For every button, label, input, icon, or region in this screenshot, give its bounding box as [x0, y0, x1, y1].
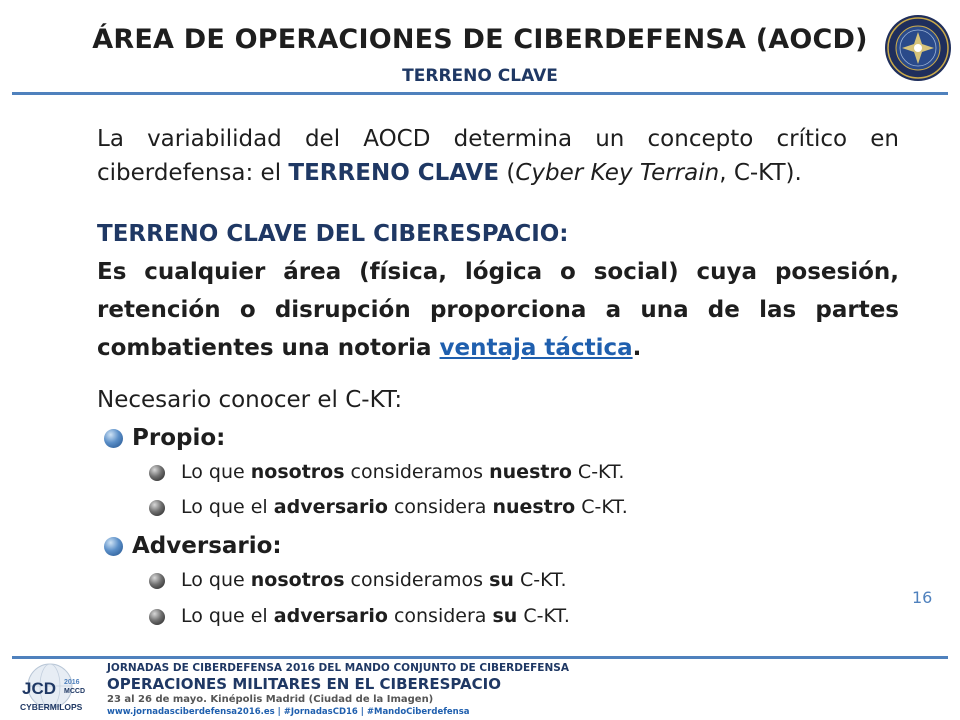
- item-emphasis: nuestro: [492, 496, 576, 518]
- item-text: C-KT.: [517, 605, 570, 627]
- intro-text-2: (: [499, 160, 516, 186]
- gray-bullet-icon: [149, 573, 165, 589]
- logo-mccd-text: MCCD: [64, 688, 85, 695]
- slide-title: ÁREA DE OPERACIONES DE CIBERDEFENSA (AOCD): [92, 24, 868, 55]
- item-text: C-KT.: [571, 461, 625, 483]
- logo-jcd-text: JCD: [22, 679, 57, 698]
- item-text: Lo que el: [181, 605, 274, 627]
- footer-event-dates: 23 al 26 de mayo. Kinépolis Madrid (Ciudad de la Imagen): [107, 694, 434, 705]
- group-label: Propio:: [132, 425, 226, 451]
- item-text: C-KT.: [513, 569, 567, 591]
- item-emphasis: nosotros: [250, 461, 345, 483]
- item-text: considera: [387, 605, 493, 627]
- item-text: Lo que: [181, 569, 251, 591]
- item-emphasis: adversario: [273, 605, 388, 627]
- gray-bullet-icon: [149, 609, 165, 625]
- blue-bullet-icon: [104, 537, 123, 556]
- definition-text: Es cualquier área (física, lógica o social) cuya posesión, retención o disrupción proporciona a una de las partes combatientes una notoria: [97, 259, 899, 361]
- logo-cybermilops-text: CYBERMILOPS: [20, 702, 83, 712]
- item-emphasis: adversario: [273, 496, 388, 518]
- item-emphasis: nosotros: [250, 569, 345, 591]
- item-emphasis: su: [492, 605, 518, 627]
- mccd-seal-logo: [884, 14, 952, 82]
- item-text: C-KT.: [575, 496, 628, 518]
- item-text: Lo que: [181, 461, 251, 483]
- item-emphasis: nuestro: [489, 461, 572, 483]
- slide-subtitle: TERRENO CLAVE: [402, 66, 558, 86]
- intro-text-3: , C-KT).: [719, 160, 802, 186]
- definition-end: .: [632, 335, 642, 361]
- logo-year-text: 2016: [64, 679, 80, 686]
- intro-text-1: La variabilidad del AOCD determina un concepto crítico en ciberdefensa: el: [97, 126, 899, 186]
- intro-key-term: TERRENO CLAVE: [288, 160, 500, 186]
- footer-event-title: OPERACIONES MILITARES EN EL CIBERESPACIO: [107, 675, 501, 693]
- tactical-advantage-link[interactable]: ventaja táctica: [439, 335, 633, 361]
- gray-bullet-icon: [149, 500, 165, 516]
- jcd-globe-logo: [16, 660, 96, 718]
- gray-bullet-icon: [149, 465, 165, 481]
- intro-paragraph: [97, 122, 899, 190]
- group-label: Adversario:: [132, 533, 282, 559]
- item-emphasis: su: [489, 569, 514, 591]
- footer-divider: [12, 656, 948, 659]
- footer-links[interactable]: www.jornadasciberdefensa2016.es | #JornadasCD16 | #MandoCiberdefensa: [107, 707, 470, 717]
- header-divider: [12, 92, 948, 95]
- intro-english-term: Cyber Key Terrain: [515, 160, 720, 186]
- definition-heading: TERRENO CLAVE DEL CIBERESPACIO:: [97, 221, 569, 247]
- item-text: considera: [387, 496, 493, 518]
- item-text: Lo que el: [181, 496, 274, 518]
- need-statement: Necesario conocer el C-KT:: [97, 387, 403, 413]
- definition-body: [97, 253, 899, 367]
- blue-bullet-icon: [104, 429, 123, 448]
- footer-event-line: JORNADAS DE CIBERDEFENSA 2016 DEL MANDO CONJUNTO DE CIBERDEFENSA: [107, 662, 569, 674]
- page-number: 16: [912, 588, 933, 607]
- item-text: consideramos: [344, 461, 490, 483]
- item-text: consideramos: [344, 569, 490, 591]
